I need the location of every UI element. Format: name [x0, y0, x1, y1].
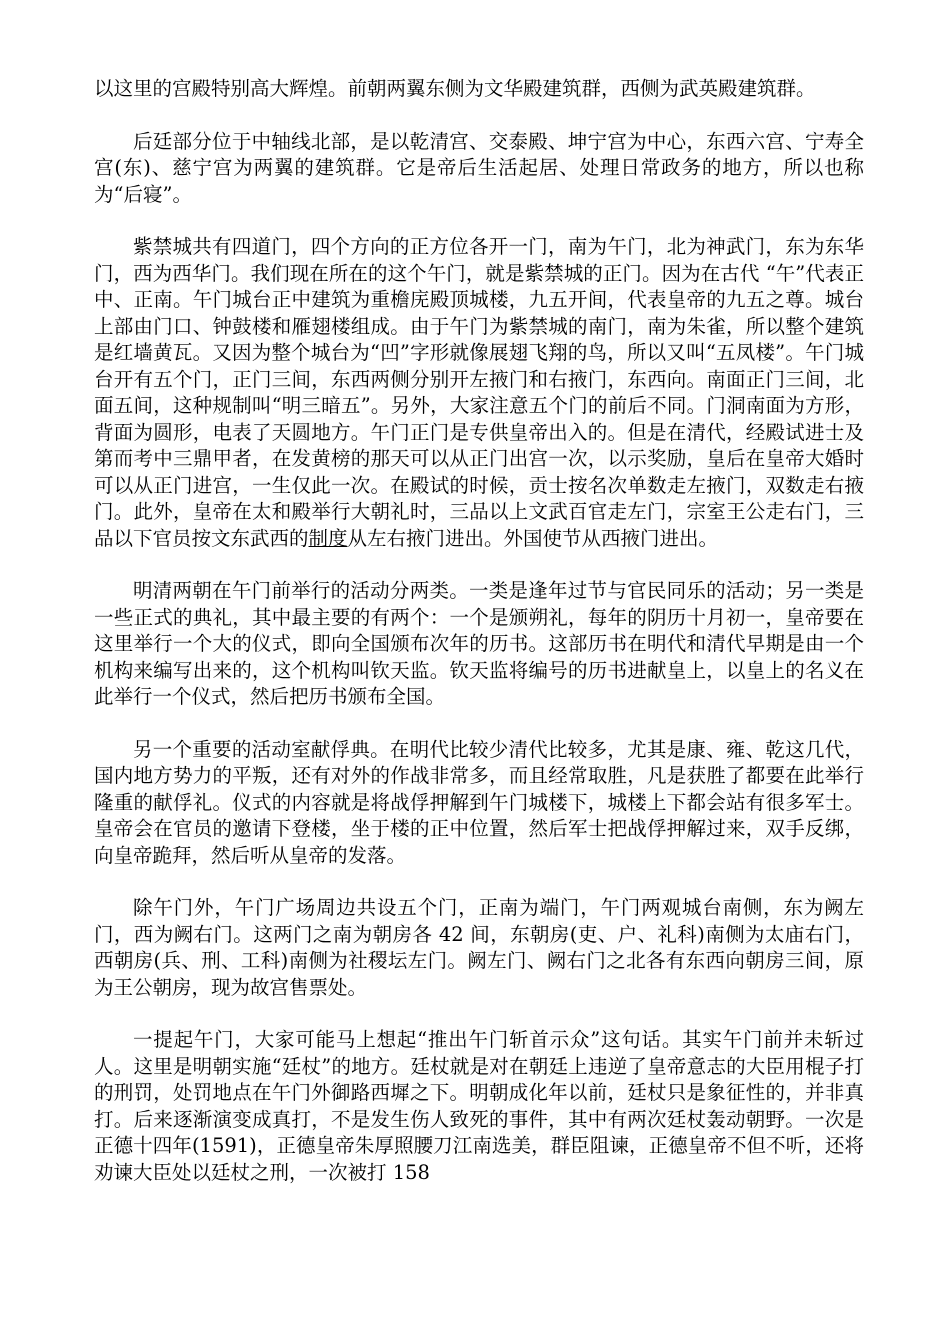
body-paragraph-2: [94, 129, 864, 209]
paragraph-text: 从左右掖门进出。外国使节从西掖门进出。: [347, 526, 719, 550]
body-paragraph-7: [94, 1027, 864, 1186]
paragraph-text: 另一个重要的活动室献俘典。在明代比较少清代比较多，尤其是康、雍、乾这几代，国内地方势力的平叛，还有对外的作战非常多，而且经常取胜，凡是获胜了都要在此举行隆重的献俘礼。仪式的内容就是将战俘押解到午门城楼下，城楼上下都会站有很多军士。皇帝会在官员的邀请下登楼，坐于楼的正中位置，然后军士把战俘押解过来，双手反绑，向皇帝跪拜，然后听从皇帝的发落。: [94, 737, 864, 867]
paragraph-text: 紫禁城共有四道门，四个方向的正方位各开一门，南为午门，北为神武门，东为东华门，西为西华门。我们现在所在的这个午门，就是紫禁城的正门。因为在古代 “午”代表正中、正南。午门城台正中建筑为重檐庑殿顶城楼，九五开间，代表皇帝的九五之尊。城台上部由门口、钟鼓楼和雁翅楼组成。由于午门为紫禁城的南门，南为朱雀，所以整个建筑是红墙黄瓦。又因为整个城台为“凹”字形就像展翅飞翔的鸟，所以又叫“五凤楼”。午门城台开有五个门，正门三间，东西两侧分别开左掖门和右掖门，东西向。南面正门三间，北面五间，这种规制叫“明三暗五”。另外，大家注意五个门的前后不同。门洞南面为方形，背面为圆形，电表了天圆地方。午门正门是专供皇帝出入的。但是在清代，经殿试进士及第而考中三鼎甲者，在发黄榜的那天可以从正门出宫一次，以示奖励，皇后在皇帝大婚时可以从正门进宫，一生仅此一次。在殿试的时候，贡士按名次单数走左掖门，双数走右掖门。此外，皇帝在太和殿举行大朝礼时，三品以上文武百官走左门，宗室王公走右门，三品以下官员按文东武西的: [94, 235, 864, 550]
document-page: [94, 76, 864, 1212]
paragraph-text: 以这里的宫殿特别高大辉煌。前朝两翼东侧为文华殿建筑群，西侧为武英殿建筑群。: [94, 77, 816, 100]
body-paragraph-4: [94, 578, 864, 711]
underlined-term: 制度: [308, 526, 348, 550]
paragraph-text: 后廷部分位于中轴线北部，是以乾清宫、交泰殿、坤宁宫为中心，东西六宫、宁寿全宫(东)、慈宁宫为两翼的建筑群。它是帝后生活起居、处理日常政务的地方，所以也称为“后寝”。: [94, 129, 864, 206]
body-paragraph-5: [94, 737, 864, 870]
paragraph-text: 一提起午门，大家可能马上想起“推出午门斩首示众”这句话。其实午门前并未斩过人。这里是明朝实施“廷杖”的地方。廷杖就是对在朝廷上违逆了皇帝意志的大臣用棍子打的刑罚，处罚地点在午门外御路西墀之下。明朝成化年以前，廷杖只是象征性的，并非真打。后来逐渐演变成真打，不是发生伤人致死的事件，其中有两次廷杖轰动朝野。一次是正德十四年(1591)，正德皇帝朱厚照腰刀江南选美，群臣阻谏，正德皇帝不但不听，还将劝谏大臣处以廷杖之刑，一次被打 158: [94, 1028, 864, 1184]
body-paragraph-1: [94, 76, 864, 103]
paragraph-text: 明清两朝在午门前举行的活动分两类。一类是逢年过节与官民同乐的活动；另一类是一些正式的典礼，其中最主要的有两个：一个是颁朔礼，每年的阴历十月初一，皇帝要在这里举行一个大的仪式，即向全国颁布次年的历书。这部历书在明代和清代早期是由一个机构来编写出来的，这个机构叫钦天监。钦天监将编号的历书进献皇上，以皇上的名义在此举行一个仪式，然后把历书颁布全国。: [94, 579, 864, 708]
paragraph-text: 除午门外，午门广场周边共设五个门，正南为端门，午门两观城台南侧，东为阙左门，西为阙右门。这两门之南为朝房各 42 间，东朝房(吏、户、礼科)南侧为太庙右门，西朝房(兵、刑、工科)南侧为社稷坛左门。阙左门、阙右门之北各有东西向朝房三间，原为王公朝房，现为故宫售票处。: [94, 896, 864, 999]
body-paragraph-3: [94, 234, 864, 552]
body-paragraph-6: [94, 895, 864, 1001]
